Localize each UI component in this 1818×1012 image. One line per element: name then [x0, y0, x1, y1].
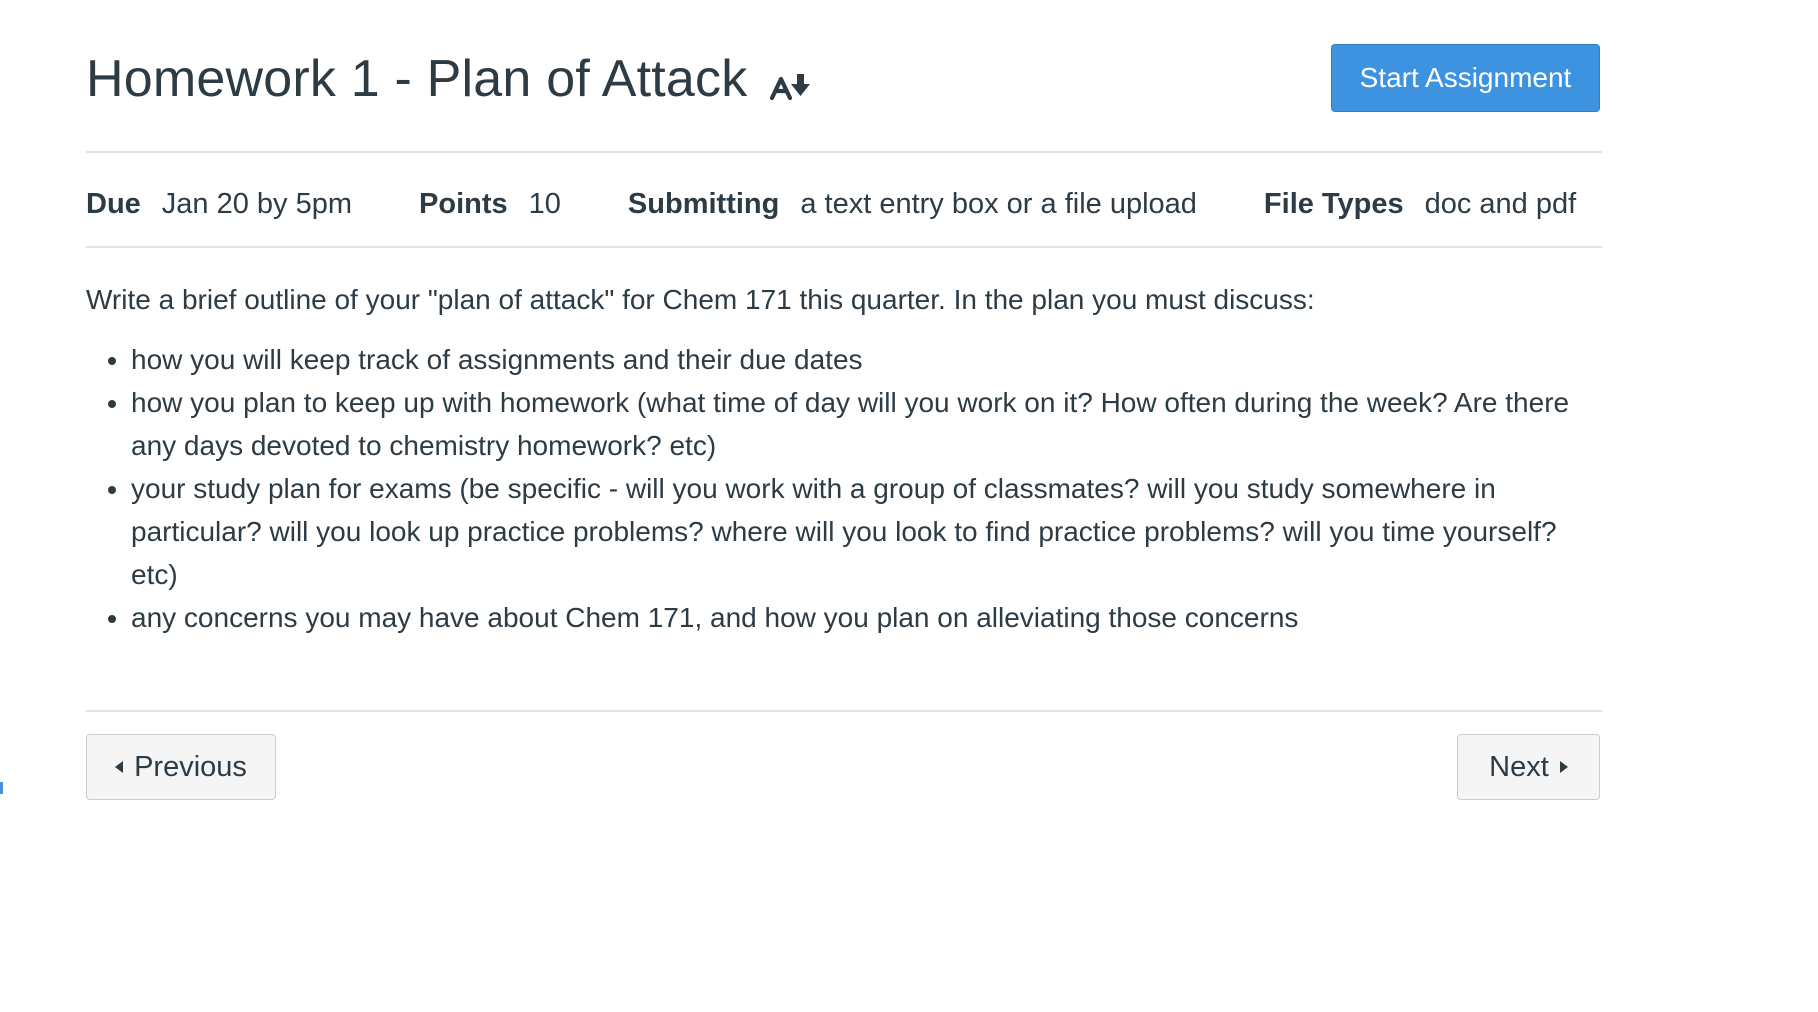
list-item: • your study plan for exams (be specific - will you work with a group of classmates? will you study somewhere in particular? will you look up practice problems? where will you look to find practice problems? will you time yourself? etc): [131, 467, 1606, 596]
next-button[interactable]: [1457, 734, 1600, 800]
caret-right-icon: [1560, 761, 1568, 773]
due-value: Jan 20 by 5pm: [161, 187, 353, 220]
submitting-value: a text entry box or a file upload: [800, 187, 1197, 220]
accessibility-download-icon[interactable]: [770, 68, 814, 106]
caret-left-icon: [115, 761, 123, 773]
assignment-header: [86, 40, 1600, 118]
page-title: Homework 1 - Plan of Attack: [86, 50, 748, 108]
list-item: • how you plan to keep up with homework (what time of day will you work on it? How often during the week? Are there any days devoted to chemistry homework? etc): [131, 381, 1606, 467]
points-detail: [419, 188, 561, 221]
due-detail: [86, 188, 352, 221]
points-value: 10: [528, 187, 561, 220]
due-label: Due: [86, 187, 141, 220]
previous-label: Previous: [134, 750, 247, 783]
submitting-detail: [628, 188, 1197, 221]
start-assignment-button[interactable]: Start Assignment: [1331, 44, 1600, 112]
edge-marker: [0, 782, 3, 794]
details-divider: [86, 246, 1602, 248]
submitting-label: Submitting: [627, 187, 780, 220]
next-label: Next: [1489, 750, 1549, 783]
file-types-label: File Types: [1263, 187, 1404, 220]
description-intro: Write a brief outline of your "plan of attack" for Chem 171 this quarter. In the plan you must discuss:: [86, 284, 1315, 315]
accessibility-download-icon-svg: [770, 68, 814, 106]
content-divider: [86, 710, 1602, 712]
file-types-value: doc and pdf: [1424, 187, 1577, 220]
description-list: [86, 338, 1606, 639]
file-types-detail: [1264, 188, 1576, 221]
list-item: • any concerns you may have about Chem 171, and how you plan on alleviating those concerns: [131, 596, 1606, 639]
assignment-details: [86, 180, 1576, 228]
previous-button[interactable]: [86, 734, 276, 800]
list-item: • how you will keep track of assignments and their due dates: [131, 338, 1606, 381]
header-divider: [86, 151, 1602, 153]
points-label: Points: [419, 187, 508, 220]
assignment-description: [86, 278, 1606, 639]
